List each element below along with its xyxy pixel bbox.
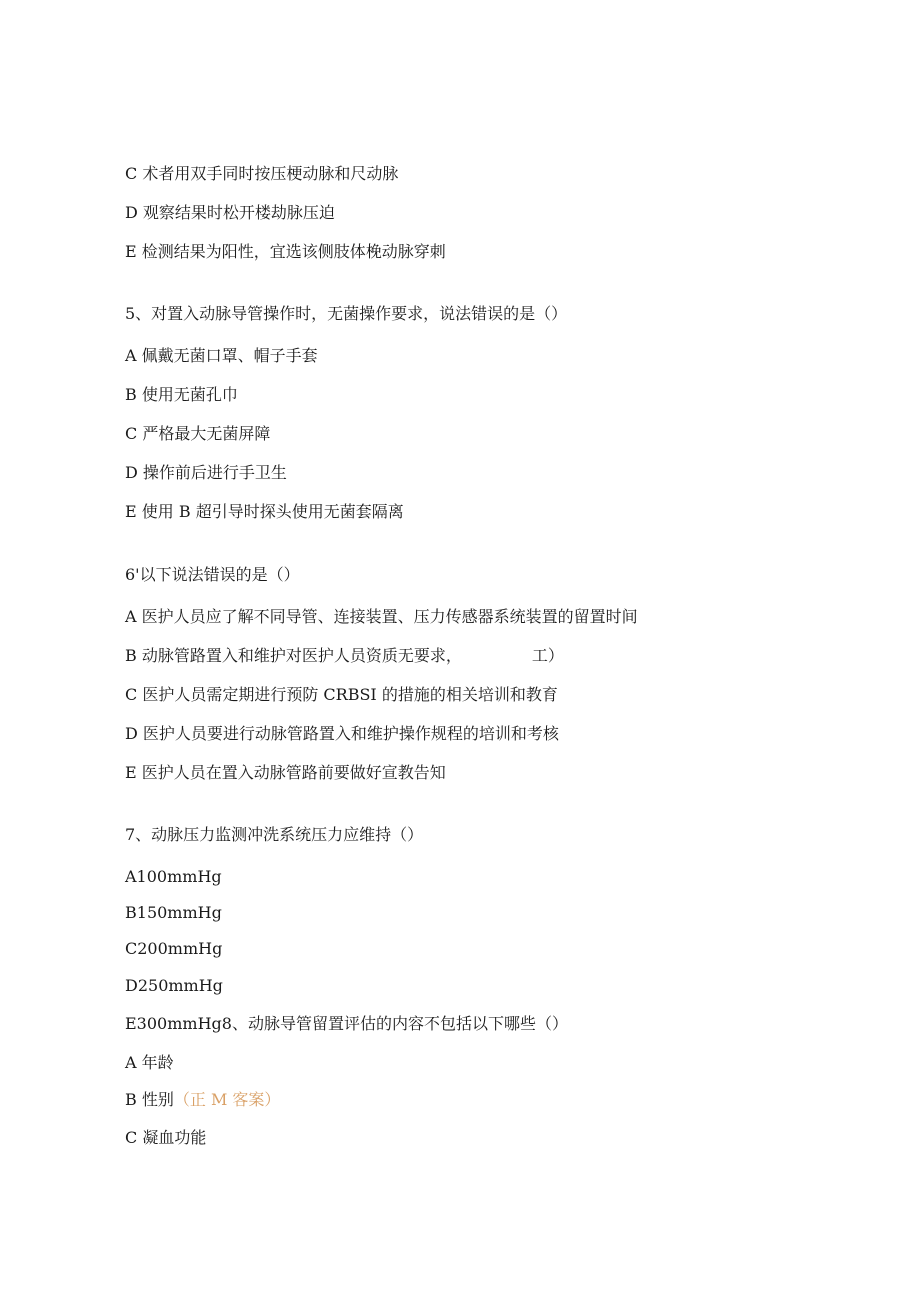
q6-option-d: D 医护人员要进行动脉管路置入和维护操作规程的培训和考核 [125,724,559,743]
q5-option-a: A 佩戴无菌口罩、帽子手套 [125,346,318,365]
q5-option-d: D 操作前后进行手卫生 [125,463,287,482]
q8-option-b-text: B 性别 [125,1090,174,1109]
q6-option-c: C 医护人员需定期进行预防 CRBSI 的措施的相关培训和教育 [125,685,558,704]
q8-option-c: C 凝血功能 [125,1128,207,1147]
q7-option-b: B150mmHg [125,903,222,922]
q8-option-b-annotation: （正 M 客案） [173,1090,281,1109]
q4-option-c: C 术者用双手同时按压梗动脉和尺动脉 [125,164,399,183]
q7-option-a: A100mmHg [125,867,222,886]
q7-question: 7、动脉压力监测冲洗系统压力应维持（） [125,825,424,844]
q6-option-e: E 医护人员在置入动脉管路前要做好宣教告知 [125,763,446,782]
q7-option-c: C200mmHg [125,939,223,958]
q6-option-b [125,646,564,666]
q6-option-b-text: B 动脉管路置入和维护对医护人员资质无要求， [125,646,462,665]
q6-question: 6'以下说法错误的是（） [125,565,300,584]
q4-option-d: D 观察结果时松开楼劫脉压迫 [125,203,335,222]
q8-option-b [125,1090,280,1110]
q5-option-e: E 使用 B 超引导时探头使用无菌套隔离 [125,502,404,521]
q8-option-a: A 年龄 [125,1053,174,1072]
q7-option-e-q8-question: E300mmHg8、动脉导管留置评估的内容不包括以下哪些（） [125,1014,568,1033]
q7-option-d: D250mmHg [125,976,223,995]
q4-option-e: E 检测结果为阳性，宜选该侧肢体梚动脉穿刺 [125,242,446,261]
q6-option-a: A 医护人员应了解不同导管、连接装置、压力传感器系统装置的留置时间 [125,607,638,626]
q5-option-b: B 使用无菌孔巾 [125,385,238,404]
q5-question: 5、对置入动脉导管操作时，无菌操作要求，说法错误的是（） [125,304,568,323]
q6-option-b-note: 工） [531,646,564,665]
q5-option-c: C 严格最大无菌屏障 [125,424,271,443]
